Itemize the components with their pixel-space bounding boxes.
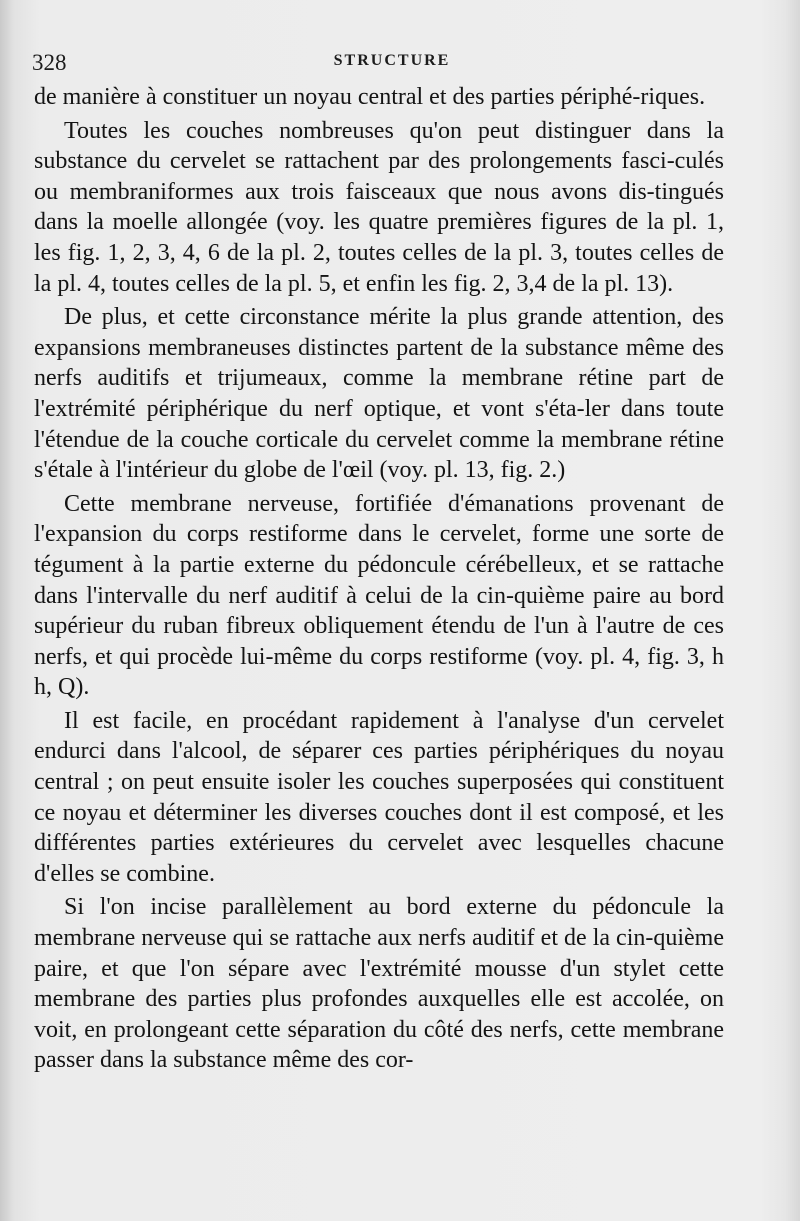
page-number: 328 xyxy=(32,50,67,75)
paragraph: De plus, et cette circonstance mérite la plus grande attention, des expansions membraneuses distinctes partent de la substance même des nerfs auditifs et trijumeaux, comme la membrane rétine part de l'extrémité périphérique du nerf optique, et vont s'éta-ler dans toute l'étendue de la couche corticale du cervelet comme la membrane rétine s'étale à l'intérieur du globe de l'œil (voy. pl. 13, fig. 2.) xyxy=(34,304,724,484)
paragraph: de manière à constituer un noyau central et des parties périphé-riques. xyxy=(34,84,706,110)
running-head: STRUCTURE xyxy=(333,52,451,69)
body-text xyxy=(34,82,724,1076)
paragraph: Cette membrane nerveuse, fortifiée d'émanations provenant de l'expansion du corps restiforme dans le cervelet, forme une sorte de tégument à la partie externe du pédoncule cérébelleux, et se rattache dans l'intervalle du nerf auditif à celui de la cin-quième paire au bord supérieur du ruban fibreux obliquement étendu de l'un à l'autre de ces nerfs, et qui procède lui-même du corps restiforme (voy. pl. 4, fig. 3, h h, Q). xyxy=(34,490,724,701)
paragraph: Si l'on incise parallèlement au bord externe du pédoncule la membrane nerveuse qui se rattache aux nerfs auditif et de la cin-quième paire, et que l'on sépare avec l'extrémité mousse d'un stylet cette membrane des parties plus profondes auxquelles elle est accolée, on voit, en prolongeant cette séparation du côté des nerfs, cette membrane passer dans la substance même des cor- xyxy=(34,894,724,1074)
page-header xyxy=(32,46,752,80)
paragraph: Toutes les couches nombreuses qu'on peut distinguer dans la substance du cervelet se rattachent par des prolongements fasci-culés ou membraniformes aux trois faisceaux que nous avons dis-tingués dans la moelle allongée (voy. les quatre premières figures de la pl. 1, les fig. 1, 2, 3, 4, 6 de la pl. 2, toutes celles de la pl. 3, toutes celles de la pl. 4, toutes celles de la pl. 5, et enfin les fig. 2, 3,4 de la pl. 13). xyxy=(34,117,724,297)
paragraph: Il est facile, en procédant rapidement à l'analyse d'un cervelet endurci dans l'alcool, de séparer ces parties périphériques du noyau central ; on peut ensuite isoler les couches superposées qui constituent ce noyau et déterminer les diverses couches dont il est composé, et les différentes parties extérieures du cervelet avec lesquelles chacune d'elles se combine. xyxy=(34,707,724,887)
